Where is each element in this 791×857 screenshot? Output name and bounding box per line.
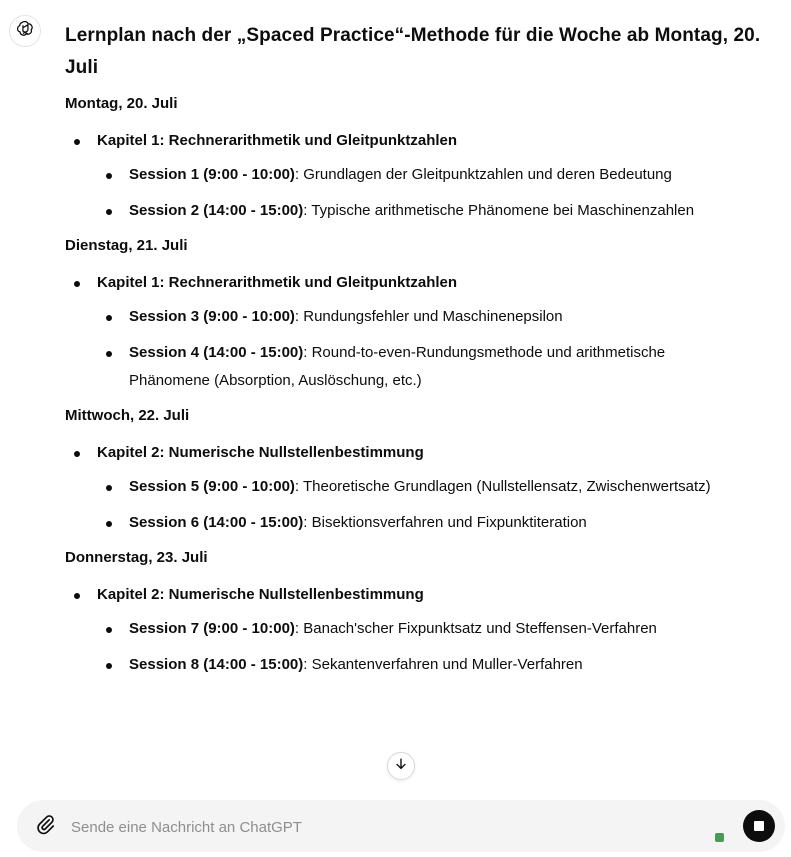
bullet	[106, 485, 112, 491]
session-item	[97, 651, 729, 679]
session-description: : Round-to-even-Rundungsmethode und arithmetische Phänomene (Absorption, Auslöschung, etc.)	[129, 344, 666, 389]
scroll-to-bottom-button[interactable]	[387, 752, 415, 780]
message-input[interactable]	[69, 814, 693, 840]
chapter-item	[65, 585, 775, 679]
session-description: : Theoretische Grundlagen (Nullstellensatz, Zwischenwertsatz)	[294, 478, 711, 495]
day-section-thursday	[65, 548, 775, 679]
session-name: Session 4 (14:00 - 15:00)	[129, 344, 304, 361]
bullet	[74, 281, 80, 287]
status-indicator	[715, 833, 724, 842]
bullet	[106, 663, 112, 669]
chapter-label: Kapitel 2: Numerische Nullstellenbestimmung	[97, 444, 424, 461]
session-item	[97, 303, 729, 331]
chapter-list	[65, 585, 775, 679]
session-description: : Sekantenverfahren und Muller-Verfahren	[303, 656, 583, 673]
chapter-list	[65, 273, 775, 395]
bullet	[74, 593, 80, 599]
chapter-label: Kapitel 1: Rechnerarithmetik und Gleitpunktzahlen	[97, 274, 458, 291]
session-item	[97, 161, 729, 189]
message-title: Lernplan nach der „Spaced Practice“-Methode für die Woche ab Montag, 20. Juli	[65, 25, 761, 78]
session-name: Session 6 (14:00 - 15:00)	[129, 514, 304, 531]
session-description: : Typische arithmetische Phänomene bei Maschinenzahlen	[303, 202, 695, 219]
session-list	[97, 473, 775, 537]
chapter-list	[65, 131, 775, 225]
day-heading: Donnerstag, 23. Juli	[65, 549, 208, 566]
openai-logo-icon	[15, 19, 35, 44]
session-item	[97, 473, 729, 501]
day-section-wednesday	[65, 406, 775, 537]
session-name: Session 1 (9:00 - 10:00)	[129, 166, 295, 183]
chapter-label: Kapitel 2: Numerische Nullstellenbestimmung	[97, 586, 424, 603]
message-composer	[17, 800, 785, 852]
session-name: Session 8 (14:00 - 15:00)	[129, 656, 304, 673]
session-description: : Bisektionsverfahren und Fixpunktiteration	[303, 514, 587, 531]
chapter-item	[65, 273, 775, 395]
bullet	[106, 351, 112, 357]
session-name: Session 3 (9:00 - 10:00)	[129, 308, 295, 325]
stop-icon	[754, 821, 764, 831]
session-description: : Rundungsfehler und Maschinenepsilon	[294, 308, 563, 325]
bullet	[106, 173, 112, 179]
session-name: Session 5 (9:00 - 10:00)	[129, 478, 295, 495]
session-item	[97, 339, 729, 395]
session-list	[97, 615, 775, 679]
assistant-avatar	[9, 15, 41, 47]
session-name: Session 7 (9:00 - 10:00)	[129, 620, 295, 637]
session-item	[97, 615, 729, 643]
session-description: : Grundlagen der Gleitpunktzahlen und deren Bedeutung	[294, 166, 672, 183]
bullet	[106, 209, 112, 215]
bullet	[106, 521, 112, 527]
session-list	[97, 303, 775, 395]
attach-button[interactable]	[33, 814, 57, 838]
chapter-item	[65, 443, 775, 537]
chapter-list	[65, 443, 775, 537]
day-heading: Montag, 20. Juli	[65, 95, 178, 112]
bullet	[74, 139, 80, 145]
session-list	[97, 161, 775, 225]
day-section-monday	[65, 94, 775, 225]
session-item	[97, 197, 729, 225]
session-name: Session 2 (14:00 - 15:00)	[129, 202, 304, 219]
paperclip-icon	[34, 813, 56, 840]
bullet	[74, 451, 80, 457]
day-section-tuesday	[65, 236, 775, 395]
chapter-label: Kapitel 1: Rechnerarithmetik und Gleitpunktzahlen	[97, 132, 458, 149]
assistant-message	[65, 20, 775, 687]
session-item	[97, 509, 729, 537]
chapter-item	[65, 131, 775, 225]
bullet	[106, 627, 112, 633]
bullet	[106, 315, 112, 321]
session-description: : Banach'scher Fixpunktsatz und Steffensen-Verfahren	[294, 620, 657, 637]
day-heading: Dienstag, 21. Juli	[65, 237, 188, 254]
day-heading: Mittwoch, 22. Juli	[65, 407, 190, 424]
arrow-down-icon	[394, 757, 408, 776]
stop-generating-button[interactable]	[743, 810, 775, 842]
